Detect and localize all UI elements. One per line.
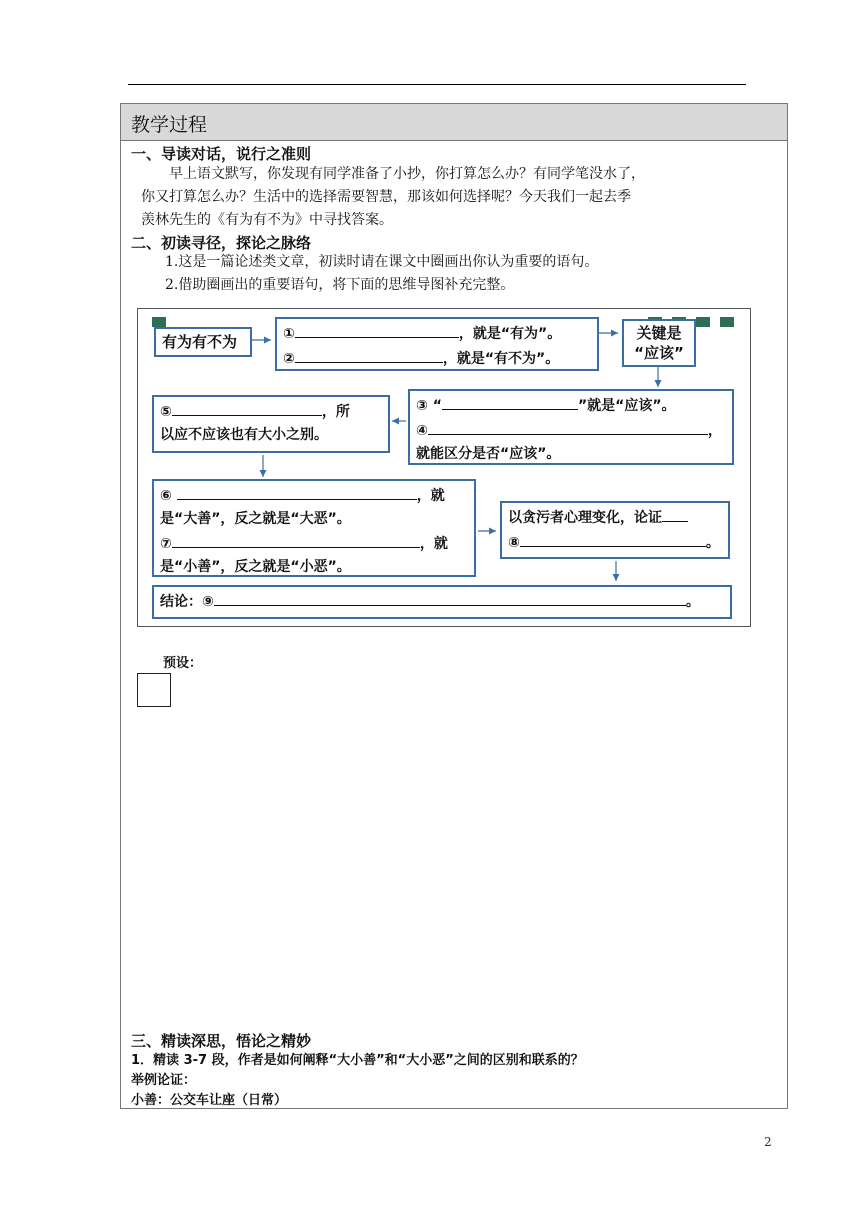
blank-4-tail: ， — [707, 423, 722, 439]
part3-question-1: 1．精读 3-7 段，作者是如何阐释“大小善”和“大小恶”之间的区别和联系的？ — [131, 1053, 584, 1068]
example-label: 举例论证： — [131, 1073, 197, 1088]
header-rule — [128, 84, 746, 85]
node-7-line-2: 是“小善”，反之就是“小恶”。 — [160, 559, 351, 575]
node-4-line-2: 就能区分是否“应该”。 — [416, 446, 561, 462]
blank-7-tail: ，就 — [419, 536, 448, 552]
blank-8-number: ⑧ — [508, 535, 520, 551]
node-5 — [152, 395, 390, 453]
node-6-line-2: 是“大善”，反之就是“大恶”。 — [160, 511, 351, 527]
node-8-text: 以贪污者心理变化，论证 — [508, 510, 662, 526]
blank-6-row — [160, 483, 468, 508]
blank-2-tail: ，就是“有不为”。 — [442, 351, 560, 367]
node-6-7 — [152, 479, 476, 577]
blank-5-row — [160, 399, 382, 424]
section-title: 教学过程 — [131, 114, 208, 136]
lesson-table — [120, 103, 788, 1109]
blank-3-open: “ — [432, 398, 442, 414]
conclusion-label: 结论：⑨ — [160, 594, 214, 610]
blank-5[interactable] — [172, 399, 322, 416]
section-title-row — [121, 104, 787, 141]
blank-8[interactable] — [520, 530, 706, 547]
part3-heading: 三、精读深思，悟论之精妙 — [131, 1032, 312, 1050]
small-good-line: 小善：公交车让座（日常） — [131, 1093, 288, 1108]
blank-5-tail: ，所 — [321, 404, 350, 420]
node-8-line-1 — [508, 505, 722, 530]
part2-heading: 二、初读寻径，探论之脉络 — [131, 234, 312, 252]
blank-3-row — [416, 393, 726, 418]
part2-task-2: 2.借助圈画出的重要语句，将下面的思维导图补充完整。 — [165, 277, 515, 293]
blank-8a[interactable] — [662, 505, 688, 522]
blank-4-row — [416, 418, 726, 443]
answer-box[interactable] — [137, 673, 171, 707]
key-node-line-2: “应该” — [634, 344, 684, 362]
blank-7[interactable] — [172, 531, 420, 548]
part1-heading: 一、导读对话，说行之准则 — [131, 145, 312, 163]
blank-3[interactable] — [442, 393, 578, 410]
blank-3-tail: ”就是“应该”。 — [577, 398, 676, 414]
root-node — [154, 327, 252, 357]
root-node-label: 有为有不为 — [162, 333, 238, 351]
blank-8-tail: 。 — [705, 535, 720, 551]
blank-8-row — [508, 530, 722, 555]
preset-label: 预设： — [163, 656, 203, 671]
blank-3-number: ③ — [416, 398, 428, 414]
key-node-line-1: 关键是 — [636, 324, 682, 342]
conclusion-tail: 。 — [685, 594, 700, 610]
page-number: 2 — [764, 1135, 772, 1149]
blank-6-number: ⑥ — [160, 488, 172, 504]
blank-9[interactable] — [214, 589, 686, 606]
blank-5-number: ⑤ — [160, 404, 172, 420]
blank-6-tail: ，就 — [416, 488, 445, 504]
blank-4[interactable] — [428, 418, 708, 435]
part1-line-3: 羡林先生的《有为有不为》中寻找答案。 — [141, 212, 393, 228]
node-3-4 — [408, 389, 734, 465]
blank-2[interactable] — [295, 346, 443, 363]
blank-2-row — [283, 346, 591, 371]
part1-line-2: 你又打算怎么办？生活中的选择需要智慧，那该如何选择呢？今天我们一起去季 — [141, 189, 631, 205]
conclusion-node — [152, 585, 732, 619]
blank-1-row — [283, 321, 591, 346]
blank-1[interactable] — [295, 321, 459, 338]
mind-map — [137, 308, 751, 627]
part2-task-1: 1.这是一篇论述类文章，初读时请在课文中圈画出你认为重要的语句。 — [165, 254, 599, 270]
part1-line-1: 早上语文默写，你发现有同学准备了小抄，你打算怎么办？有同学笔没水了， — [169, 166, 645, 182]
node-1-2 — [275, 317, 599, 371]
blank-1-tail: ，就是“有为”。 — [458, 326, 562, 342]
blank-1-number: ① — [283, 326, 295, 342]
node-5-line-2: 以应不应该也有大小之别。 — [160, 427, 328, 443]
blank-4-number: ④ — [416, 423, 428, 439]
blank-2-number: ② — [283, 351, 295, 367]
node-8 — [500, 501, 730, 559]
blank-7-row — [160, 531, 468, 556]
blank-6[interactable] — [177, 483, 417, 500]
key-node — [622, 319, 696, 367]
blank-7-number: ⑦ — [160, 536, 172, 552]
